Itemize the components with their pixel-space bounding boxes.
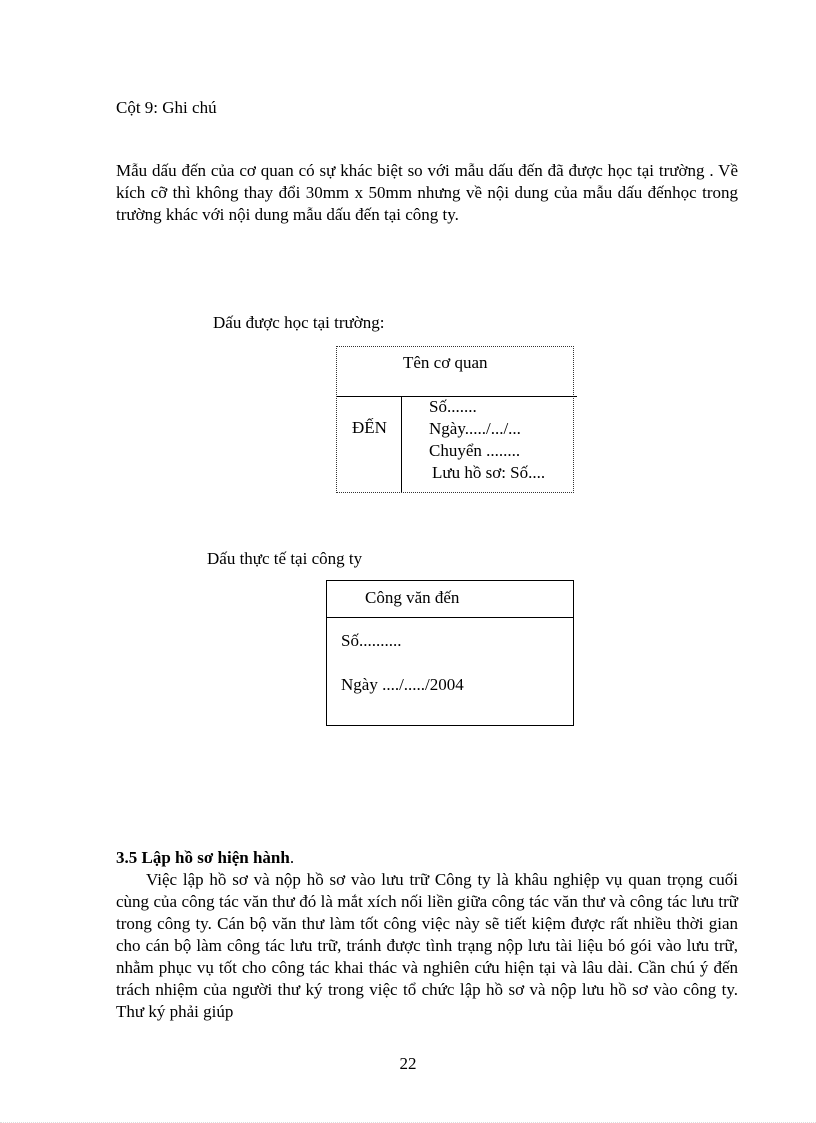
stamp-column-divider (401, 396, 402, 492)
company-stamp-label: Dấu thực tế tại công ty (207, 549, 363, 568)
section-heading (116, 848, 294, 868)
stamp-agency-name: Tên cơ quan (403, 353, 488, 372)
stamp-transfer-line: Chuyển ........ (429, 441, 521, 460)
section-heading-text: 3.5 Lập hồ sơ hiện hành (116, 848, 290, 867)
section-heading-period: . (289, 848, 295, 867)
stamp-den-label: ĐẾN (352, 418, 387, 437)
page-number: 22 (399, 1054, 417, 1073)
school-stamp (336, 346, 574, 493)
stamp-divider (327, 617, 573, 618)
stamp-number-line: Số....... (429, 397, 477, 416)
section-body-text: Việc lập hồ sơ và nộp hồ sơ vào lưu trữ Công ty là khâu nghiệp vụ quan trọng cuối cùng của công tác văn thư đó là mắt xích nối liền giữa công tác văn thư và công tác lưu trữ trong công ty. Cán bộ văn thư làm tốt công việc này sẽ tiết kiệm được rất nhiều thời gian cho cán bộ làm công tác lưu trữ, tránh được tình trạng nộp lưu tài liệu bó gói vào lưu trữ, nhằm phục vụ tốt cho công tác khai thác và nghiên cứu hiện tại và lâu dài. Cần chú ý đến trách nhiệm của người thư ký trong việc tổ chức lập hồ sơ và nộp lưu hồ sơ vào công ty. Thư ký phải giúp (116, 870, 738, 1021)
stamp-date-line: Ngày ..../...../2004 (341, 675, 464, 694)
stamp-number-line: Số.......... (341, 631, 402, 650)
company-stamp (326, 580, 574, 726)
school-stamp-label: Dấu được học tại trường: (213, 313, 385, 332)
stamp-date-line: Ngày...../.../... (429, 419, 521, 438)
intro-paragraph: Mẫu dấu đến của cơ quan có sự khác biệt so với mẫu dấu đến đã được học tại trường . Về kích cỡ thì không thay đổi 30mm x 50mm nhưng về nội dung của mẫu dấu đếnhọc trong trường khác với nội dung mẫu dấu đến tại công ty. (116, 161, 738, 224)
stamp-archive-line: Lưu hồ sơ: Số.... (432, 463, 546, 482)
stamp-title: Công văn đến (365, 588, 460, 607)
column-note: Cột 9: Ghi chú (116, 98, 217, 117)
section-body (116, 869, 738, 1023)
